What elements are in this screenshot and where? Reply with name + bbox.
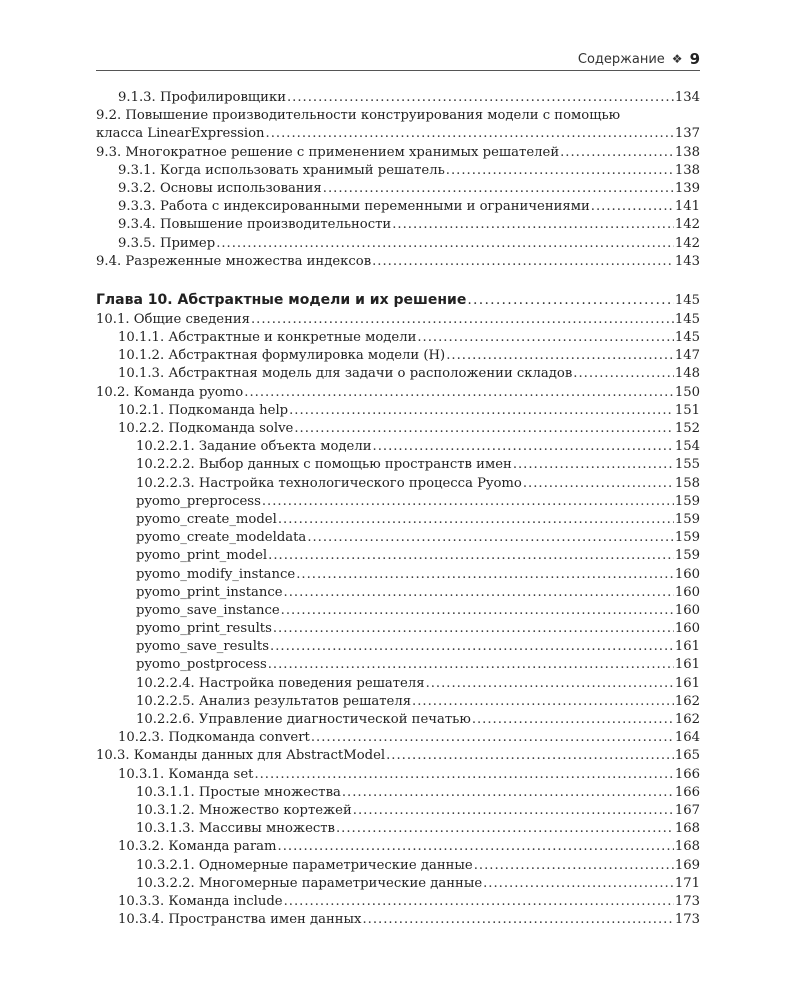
toc-entry-label: 10.3.1.1. Простые множества [136,784,341,800]
dot-leader [251,311,674,329]
toc-entry-page: 154 [674,439,700,455]
dot-leader [278,838,674,856]
toc-entry-page: 160 [674,602,700,618]
toc-entry-wrapped-line1[interactable]: 9.2. Повышение производительности конструирования модели с помощью [96,108,621,124]
toc-entry-page: 152 [674,421,700,436]
toc-entry-page: 159 [674,493,700,509]
toc-entry[interactable] [96,711,700,729]
toc-entry-page: 160 [674,621,700,637]
dot-leader [446,162,674,180]
dot-leader [386,747,674,765]
toc-entry[interactable] [96,89,700,107]
toc-entry-label: 10.2.2. Подкоманда solve [118,421,294,436]
toc-entry-label: pyomo_print_model [136,548,268,564]
toc-entry-label: 10.2. Команда pyomo [96,384,244,400]
toc-entry[interactable] [96,802,700,820]
dot-leader [392,216,674,234]
toc-entry-label: 10.3.1.3. Массивы множеств [136,821,335,837]
dot-leader [254,766,673,784]
toc-entry-page: 165 [674,748,700,764]
toc-entry-page: 162 [674,693,700,709]
toc-entry[interactable] [96,365,700,383]
dot-leader [353,802,674,820]
toc-entry-page: 162 [674,712,700,727]
toc-entry[interactable] [96,820,700,838]
running-title: Содержание [577,51,665,67]
toc-entry-label: 9.3.4. Повышение производительности [118,217,392,233]
toc-entry-label: 10.1. Общие сведения [96,311,250,327]
page-number: 9 [689,50,700,68]
dot-leader [336,820,674,838]
toc-entry[interactable] [96,656,700,674]
toc-section-before [96,89,700,107]
toc-entry-page: 147 [674,348,700,364]
dot-leader [281,602,674,620]
toc-entry-label: 10.3.1.2. Множество кортежей [136,802,352,818]
toc-entry-page: 159 [674,511,700,527]
toc-entry-label: pyomo_print_results [136,621,272,637]
toc-entry-label: pyomo_save_results [136,639,270,655]
dot-leader [268,656,674,674]
ornament-icon: ❖ [671,52,683,66]
toc-entry-page: 164 [674,730,700,746]
toc-entry-page: 168 [674,821,700,837]
toc-entry-label: 9.3.2. Основы использования [118,180,322,196]
header-rule [96,70,700,71]
toc-entry-label: 10.1.2. Абстрактная формулировка модели (H) [118,348,446,364]
toc-entry-label: 9.3.3. Работа с индексированными переменными и ограничениями [118,199,590,215]
chapter-title: Глава 10. Абстрактные модели и их решение [96,291,467,308]
toc-entry-page: 161 [674,657,700,673]
toc-entry-label: 10.2.2.1. Задание объекта модели [136,439,372,455]
dot-leader [373,438,674,456]
toc-entry-page: 169 [674,857,700,873]
toc-entry-page: 160 [674,566,700,582]
toc-entry-page: 173 [674,893,700,909]
toc-entry-page: 142 [674,235,700,251]
dot-leader [307,529,674,547]
toc-entry-page: 159 [674,530,700,546]
dot-leader [412,693,674,711]
toc-entry-label: 10.2.2.3. Настройка технологического процесса Pyomo [136,475,522,491]
toc-entry-label: 9.4. Разреженные множества индексов [96,253,372,269]
dot-leader [372,253,674,271]
toc-entry-label: pyomo_create_model [136,511,277,527]
toc-entry[interactable] [96,693,700,711]
toc-entry[interactable] [96,547,700,565]
toc-entry[interactable] [96,144,700,162]
toc-entry-label: 10.3.1. Команда set [118,766,254,782]
toc-entry[interactable] [96,180,700,198]
toc-entry-page: 145 [674,330,700,346]
dot-leader [244,384,674,402]
dot-leader [268,547,674,565]
toc-entry[interactable] [96,638,700,656]
toc-entry-label: 9.3.1. Когда использовать хранимый решатель [118,162,445,178]
dot-leader [472,711,674,729]
toc-entry-page: 143 [674,253,700,269]
dot-leader [289,402,674,420]
toc-entry[interactable] [96,198,700,216]
toc-entry[interactable] [96,875,700,893]
toc-entry[interactable] [96,675,700,693]
dot-leader [342,784,674,802]
toc-entry-page: 151 [674,402,700,418]
toc-entry[interactable] [96,584,700,602]
toc-entry-label: 10.1.1. Абстрактные и конкретные модели [118,330,417,346]
toc-entry[interactable] [96,511,700,529]
toc-entry[interactable] [96,566,700,584]
toc-entry[interactable] [96,311,700,329]
dot-leader [483,875,674,893]
dot-leader [474,857,674,875]
dot-leader [573,365,674,383]
toc-entry-page: 134 [674,90,700,105]
toc-entry-page: 166 [674,766,700,782]
dot-leader [270,638,674,656]
toc-entry-label: 10.3.3. Команда include [118,893,283,909]
toc-entry[interactable] [96,384,700,402]
dot-leader [278,511,674,529]
running-header [96,48,700,72]
toc-entry[interactable] [96,493,700,511]
toc-entry-label: 10.2.1. Подкоманда help [118,402,289,418]
toc-entry-label: 10.3.2. Команда param [118,839,277,855]
dot-leader [426,675,674,693]
toc-entry[interactable] [96,766,700,784]
toc-entry-page: 148 [674,366,700,382]
dot-leader [294,420,673,438]
toc-entry-page: 173 [674,912,700,928]
dot-leader [311,729,674,747]
toc-entry-page: 141 [674,199,700,215]
toc-entry-label: 10.3.4. Пространства имен данных [118,912,362,928]
toc-entry[interactable] [96,438,700,456]
toc-entry-label: класса LinearExpression [96,126,265,142]
toc-entry-label: pyomo_print_instance [136,584,283,600]
toc-entry[interactable] [96,216,700,234]
toc-entry-page: 167 [674,802,700,818]
toc-entry-page: 150 [674,384,700,400]
dot-leader [266,125,674,143]
toc-entry-page: 137 [674,126,700,142]
dot-leader [523,475,674,493]
dot-leader [323,180,674,198]
toc-entry-label: 10.2.2.2. Выбор данных с помощью пространств имен [136,457,512,473]
toc-entry-page: 160 [674,584,700,600]
dot-leader [513,456,674,474]
dot-leader [296,566,674,584]
toc-entry-label: 10.2.3. Подкоманда convert [118,730,310,746]
toc-entry-page: 142 [674,217,700,233]
table-of-contents [96,89,700,929]
dot-leader [273,620,674,638]
toc-entry[interactable] [96,784,700,802]
toc-entry-label: 10.3. Команды данных для AbstractModel [96,748,386,764]
toc-entry-page: 145 [674,311,700,327]
toc-entry-label: pyomo_modify_instance [136,566,296,582]
toc-entry-label: pyomo_save_instance [136,602,280,618]
toc-entry-page: 161 [674,675,700,691]
toc-entry[interactable] [96,602,700,620]
toc-entry-label: 10.2.2.5. Анализ результатов решателя [136,693,412,709]
toc-entry-page: 161 [674,639,700,655]
chapter-page: 145 [674,292,700,308]
toc-entry[interactable] [96,911,700,929]
dot-leader [262,493,674,511]
toc-entry[interactable] [96,529,700,547]
toc-entry-page: 166 [674,784,700,800]
dot-leader [467,289,673,311]
toc-entry-label: 9.3.5. Пример [118,235,216,251]
dot-leader [284,893,674,911]
toc-entry-page: 138 [674,144,700,160]
toc-entry[interactable] [96,729,700,747]
toc-entry-label: 9.1.3. Профилировщики [118,90,286,105]
toc-entry-label: 10.1.3. Абстрактная модель для задачи о расположении складов [118,366,573,382]
toc-entry-label: 9.3. Многократное решение с применением хранимых решателей [96,144,560,160]
toc-entry[interactable] [96,420,700,438]
toc-entry[interactable] [96,456,700,474]
dot-leader [362,911,673,929]
toc-entry-page: 171 [674,875,700,891]
toc-entry-label: 10.2.2.4. Настройка поведения решателя [136,675,425,691]
toc-entry-label: pyomo_create_modeldata [136,530,307,546]
toc-entry-page: 138 [674,162,700,178]
toc-entry[interactable] [96,857,700,875]
toc-entry[interactable] [96,475,700,493]
toc-entry[interactable] [96,402,700,420]
dot-leader [216,235,674,253]
toc-entry[interactable] [96,347,700,365]
toc-entry-page: 158 [674,475,700,491]
toc-entry-label: 10.3.2.1. Одномерные параметрические данные [136,857,473,873]
dot-leader [284,584,674,602]
toc-entry-page: 155 [674,457,700,473]
toc-entry[interactable] [96,747,700,765]
toc-entry-wrapped-line2[interactable] [96,125,700,143]
toc-entry[interactable] [96,893,700,911]
toc-chapter-heading[interactable] [96,289,700,311]
header-right [578,50,700,68]
toc-entry[interactable] [96,838,700,856]
toc-entry-label: 10.2.2.6. Управление диагностической печатью [136,712,471,727]
dot-leader [560,144,674,162]
toc-entry-page: 139 [674,180,700,196]
toc-entry-page: 168 [674,839,700,855]
toc-entry-label: pyomo_preprocess [136,493,261,509]
toc-entry[interactable] [96,162,700,180]
toc-entry[interactable] [96,329,700,347]
toc-entry[interactable] [96,620,700,638]
dot-leader [591,198,674,216]
dot-leader [417,329,673,347]
toc-entry[interactable] [96,235,700,253]
toc-entry-label: 10.3.2.2. Многомерные параметрические данные [136,875,483,891]
toc-entry-page: 159 [674,548,700,564]
dot-leader [287,89,674,107]
dot-leader [446,347,674,365]
toc-entry-label: pyomo_postprocess [136,657,267,673]
toc-chapter-entries [96,311,700,929]
toc-section-after [96,144,700,271]
toc-entry[interactable] [96,253,700,271]
